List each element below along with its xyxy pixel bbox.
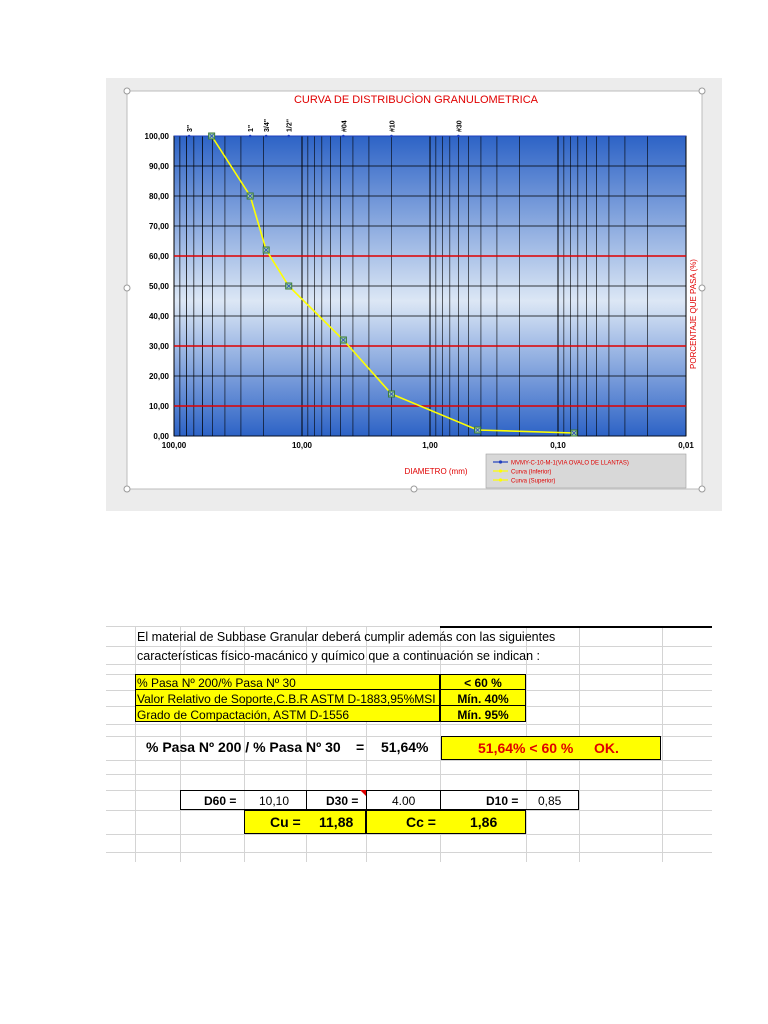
d10-label: D10 = (486, 794, 519, 808)
req-label-3: Grado de Compactación, ASTM D-1556 (137, 708, 350, 722)
legend (486, 454, 686, 488)
d60-label: D60 = (204, 794, 237, 808)
spreadsheet-area (106, 626, 712, 862)
x-axis-label: DIAMETRO (mm) (404, 467, 468, 476)
y-tick-label: 0,00 (153, 432, 169, 441)
intro-line-1: El material de Subbase Granular deberá cumplir además con las siguientes (137, 630, 556, 644)
sieve-label: #04 (341, 120, 349, 132)
legend-label: MVMY-C-10-M-1(VIA OVALO DE LLANTAS) (511, 460, 629, 467)
d30-value: 4.00 (392, 794, 416, 808)
cu-label: Cu = (270, 814, 301, 830)
y-axis-label: PORCENTAJE QUE PASA (%) (689, 259, 698, 369)
y-tick-label: 60,00 (148, 252, 169, 261)
y-tick-label: 100,00 (144, 132, 169, 141)
granulometry-chart (106, 78, 722, 511)
y-tick-label: 50,00 (148, 282, 169, 291)
y-tick-label: 80,00 (148, 192, 169, 201)
y-tick-label: 30,00 (148, 342, 169, 351)
x-tick-label: 10,00 (291, 441, 313, 450)
legend-swatch-marker (499, 469, 502, 472)
sieve-label: 3" (187, 124, 195, 132)
comment-marker[interactable] (360, 790, 366, 796)
req-label-2: Valor Relativo de Soporte,C.B.R ASTM D-1883,95%MSI (137, 692, 436, 706)
d10-value: 0,85 (538, 794, 562, 808)
x-tick-label: 100,00 (161, 441, 187, 450)
x-tick-label: 0,01 (678, 441, 694, 450)
legend-swatch-marker (499, 460, 502, 463)
sieve-label: 1" (248, 124, 256, 132)
y-tick-label: 90,00 (148, 162, 169, 171)
ratio-ok: OK. (594, 740, 619, 756)
x-tick-label: 1,00 (422, 441, 438, 450)
cc-box (366, 810, 526, 834)
ratio-label: % Pasa Nº 200 / % Pasa Nº 30 (146, 739, 341, 755)
ratio-value: 51,64% (381, 739, 429, 755)
chart-panel (106, 78, 722, 511)
ratio-check: 51,64% < 60 % (478, 740, 574, 756)
cc-label: Cc = (406, 814, 436, 830)
req-label-1: % Pasa Nº 200/% Pasa Nº 30 (137, 676, 296, 690)
intro-line-2: características físico-macánico y químico que a continuación se indican : (137, 649, 540, 663)
req-value-1: < 60 % (464, 676, 502, 690)
y-tick-label: 40,00 (148, 312, 169, 321)
cu-value: 11,88 (319, 814, 354, 830)
y-tick-label: 70,00 (148, 222, 169, 231)
y-tick-label: 20,00 (148, 372, 169, 381)
sieve-label: #10 (389, 120, 397, 132)
y-tick-label: 10,00 (148, 402, 169, 411)
legend-swatch-marker (499, 478, 502, 481)
d60-value: 10,10 (259, 794, 290, 808)
d30-label: D30 = (326, 794, 359, 808)
d-values-row (180, 790, 579, 810)
cc-value: 1,86 (470, 814, 498, 830)
legend-label: Curva (Superior) (511, 478, 556, 485)
legend-label: Curva (Inferior) (511, 469, 552, 476)
req-value-2: Mín. 40% (457, 692, 509, 706)
x-tick-label: 0,10 (550, 441, 566, 450)
req-value-3: Mín. 95% (457, 708, 509, 722)
sieve-label: 1/2" (286, 118, 294, 132)
ratio-equals: = (356, 739, 365, 755)
chart-title: CURVA DE DISTRIBUCÌON GRANULOMETRICA (293, 94, 539, 106)
sieve-label: 3/4" (264, 118, 272, 132)
sieve-label: #30 (456, 120, 464, 132)
